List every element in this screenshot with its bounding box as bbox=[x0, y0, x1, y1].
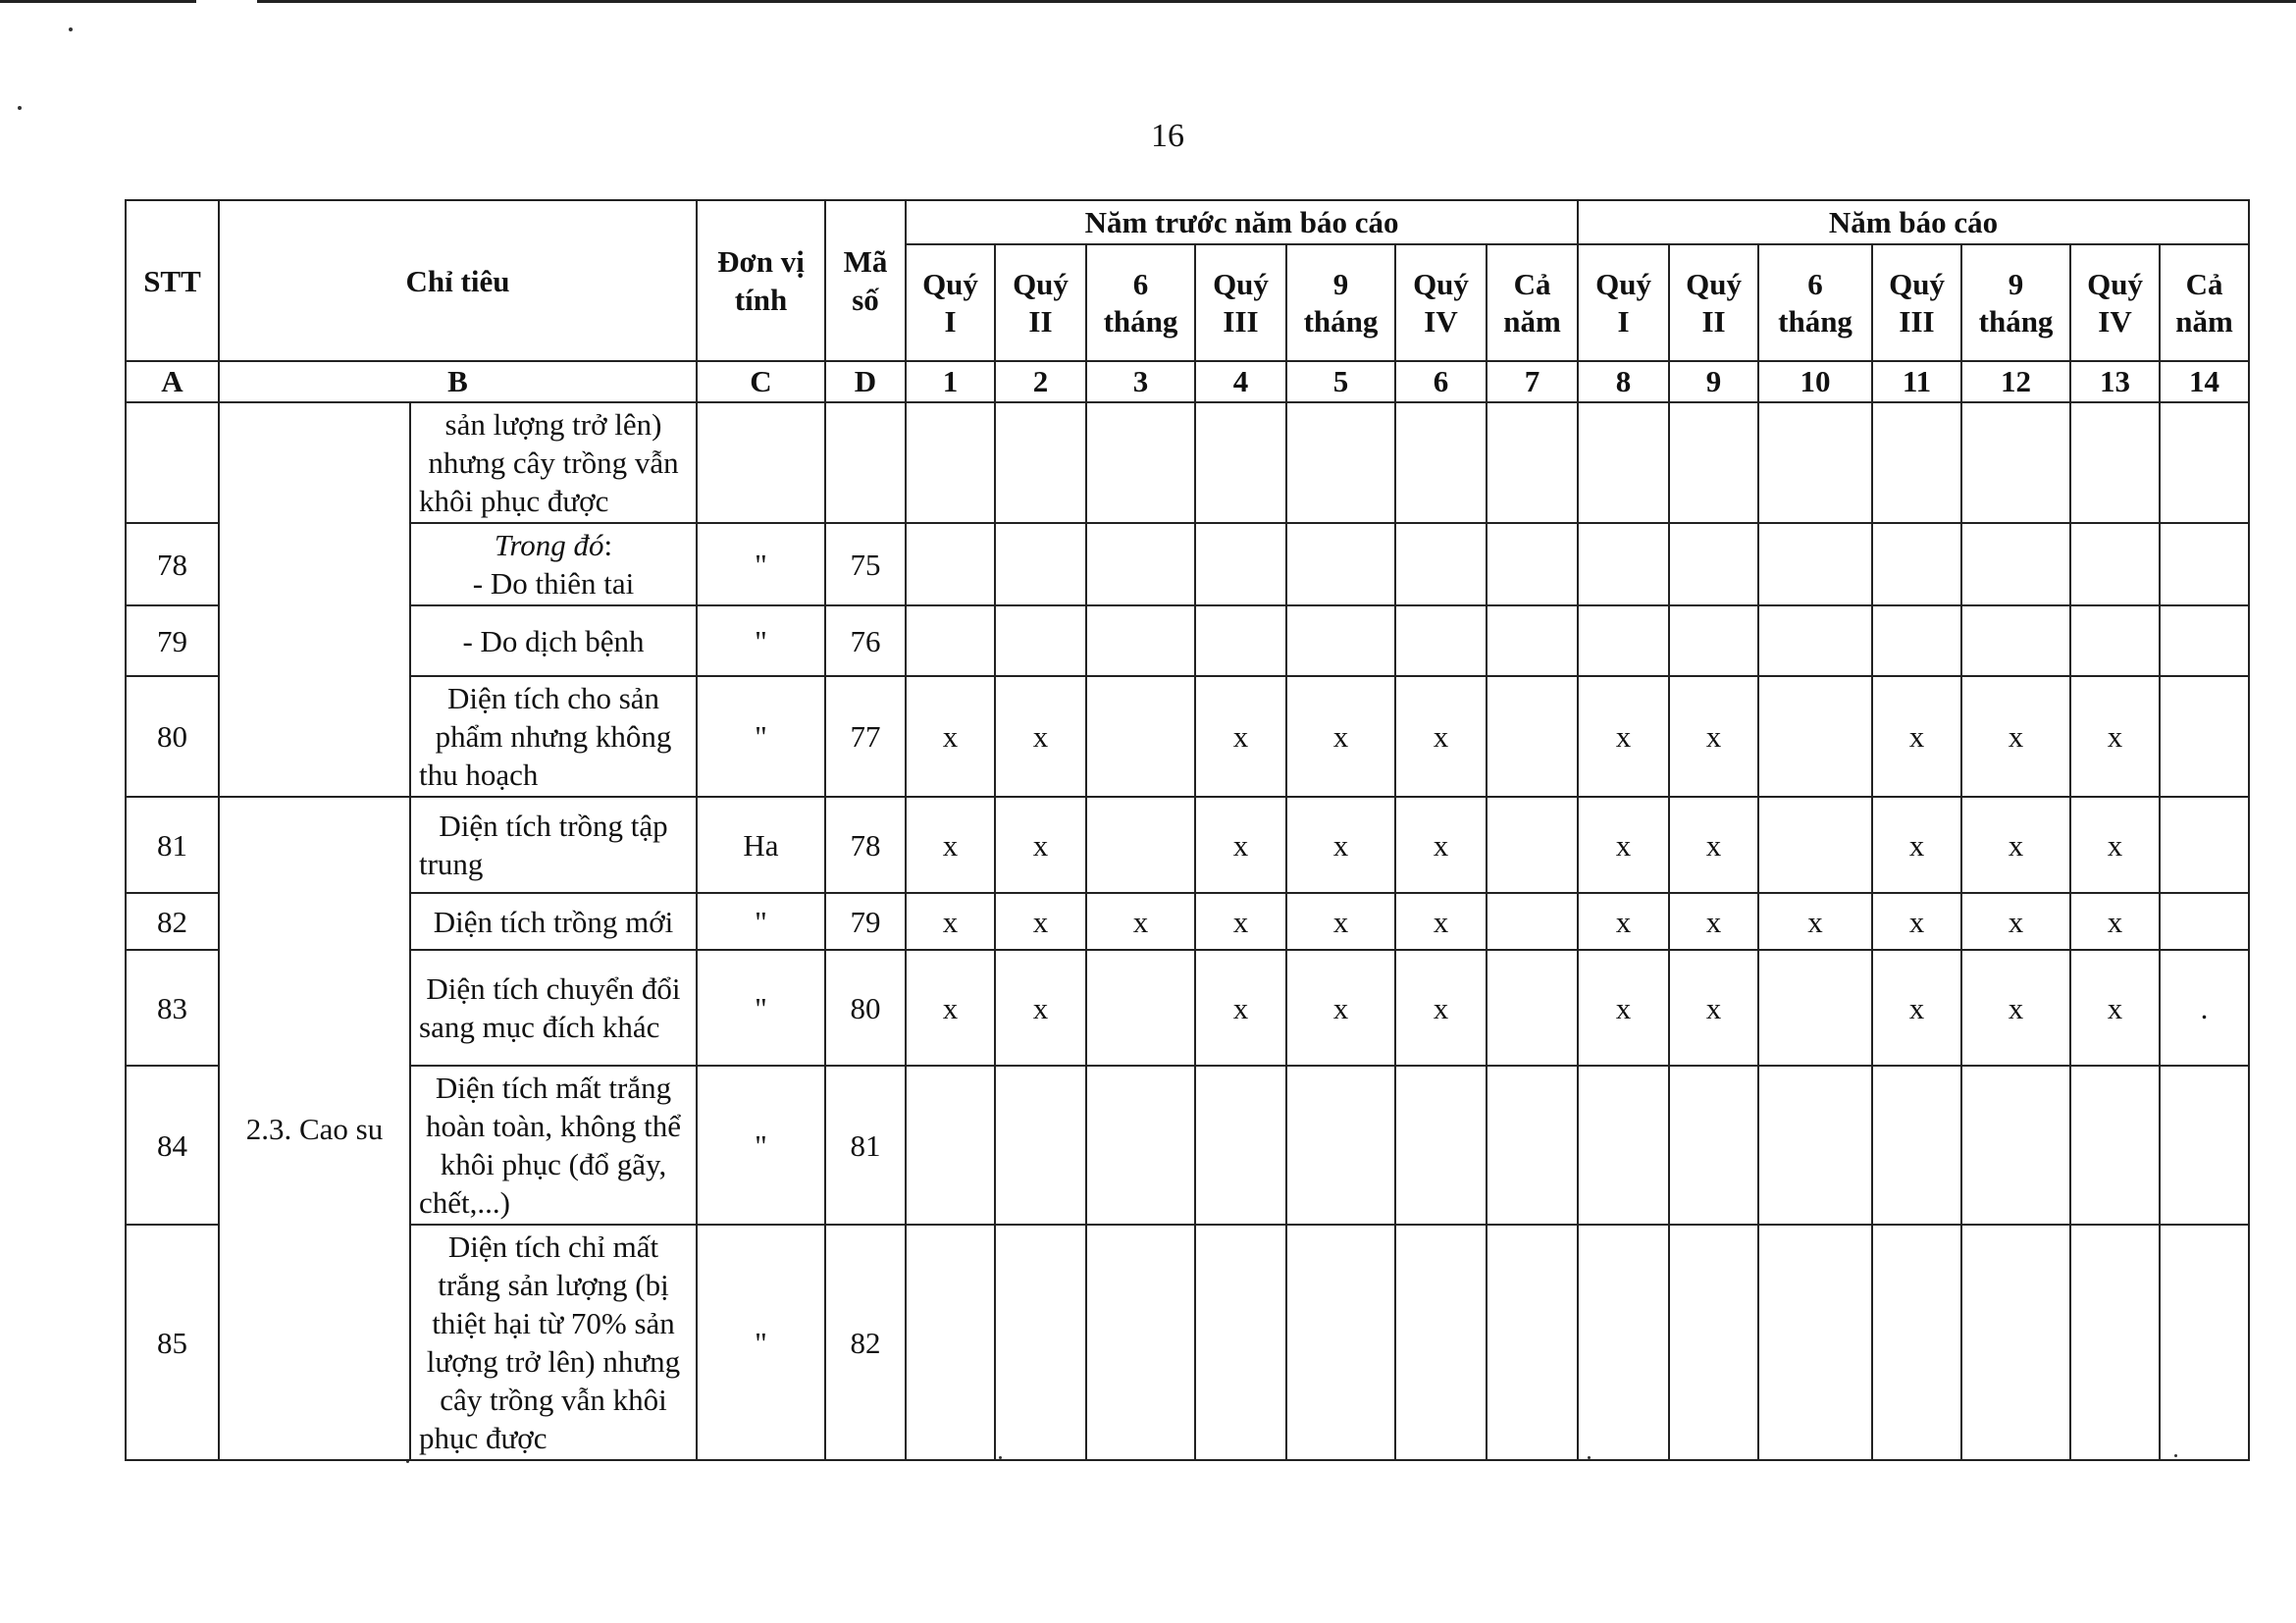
row-cell: x bbox=[2070, 893, 2160, 950]
row-cell: x bbox=[1758, 893, 1872, 950]
row-unit bbox=[697, 402, 825, 523]
row-cell: x bbox=[1669, 797, 1758, 893]
column-code: 10 bbox=[1758, 361, 1872, 402]
row-code: 80 bbox=[825, 950, 906, 1066]
row-cell bbox=[1086, 676, 1195, 797]
scan-speck bbox=[18, 106, 22, 110]
row-cell bbox=[1872, 402, 1961, 523]
row-stt: 78 bbox=[126, 523, 219, 605]
row-cell: x bbox=[1578, 676, 1669, 797]
row-cell bbox=[1086, 605, 1195, 676]
row-cell: x bbox=[1961, 950, 2070, 1066]
row-cell bbox=[2160, 1066, 2249, 1225]
row-cell bbox=[1669, 605, 1758, 676]
row-cell bbox=[1578, 1225, 1669, 1460]
row-cell bbox=[1872, 605, 1961, 676]
row-cell bbox=[1872, 1225, 1961, 1460]
row-cell: x bbox=[1872, 893, 1961, 950]
row-unit: Ha bbox=[697, 797, 825, 893]
row-stt: 82 bbox=[126, 893, 219, 950]
row-cell: x bbox=[2070, 676, 2160, 797]
category-cao-su: 2.3. Cao su bbox=[219, 797, 410, 1460]
row-label: sản lượng trở lên) nhưng cây trồng vẫn khôi phục được bbox=[410, 402, 697, 523]
row-cell bbox=[1286, 402, 1395, 523]
header-curr-period: 6 tháng bbox=[1758, 244, 1872, 361]
row-cell bbox=[1578, 402, 1669, 523]
column-code: A bbox=[126, 361, 219, 402]
row-code: 77 bbox=[825, 676, 906, 797]
row-unit: " bbox=[697, 1066, 825, 1225]
row-cell bbox=[1195, 605, 1286, 676]
row-cell: x bbox=[1286, 893, 1395, 950]
row-cell bbox=[1669, 402, 1758, 523]
column-code: 14 bbox=[2160, 361, 2249, 402]
row-cell bbox=[1086, 1066, 1195, 1225]
row-cell bbox=[2070, 523, 2160, 605]
row-cell bbox=[906, 1066, 995, 1225]
header-prev-period: 6 tháng bbox=[1086, 244, 1195, 361]
row-code: 81 bbox=[825, 1066, 906, 1225]
row-cell: x bbox=[1395, 893, 1487, 950]
row-cell: x bbox=[906, 797, 995, 893]
row-cell bbox=[1872, 523, 1961, 605]
row-cell bbox=[1487, 797, 1578, 893]
row-stt: 85 bbox=[126, 1225, 219, 1460]
row-cell bbox=[1578, 1066, 1669, 1225]
row-code: 78 bbox=[825, 797, 906, 893]
statistics-table bbox=[125, 199, 2250, 1461]
table-row bbox=[126, 605, 2249, 676]
header-don-vi: Đơn vị tính bbox=[697, 200, 825, 361]
row-cell: x bbox=[1578, 893, 1669, 950]
row-cell bbox=[1395, 402, 1487, 523]
row-cell: x bbox=[1961, 676, 2070, 797]
row-cell bbox=[1487, 402, 1578, 523]
row-cell bbox=[1487, 605, 1578, 676]
row-cell: x bbox=[1669, 676, 1758, 797]
row-cell: x bbox=[1578, 950, 1669, 1066]
row-label: Diện tích mất trắng hoàn toàn, không thể khôi phục (đổ gãy, chết,...) bbox=[410, 1066, 697, 1225]
row-cell bbox=[1758, 676, 1872, 797]
row-label: - Do dịch bệnh bbox=[410, 605, 697, 676]
row-label: Diện tích cho sản phẩm nhưng không thu hoạch bbox=[410, 676, 697, 797]
table-row bbox=[126, 1066, 2249, 1225]
row-cell: x bbox=[1961, 797, 2070, 893]
column-code-row bbox=[126, 361, 2249, 402]
row-cell bbox=[1395, 523, 1487, 605]
header-curr-period: Quý I bbox=[1578, 244, 1669, 361]
row-cell bbox=[1086, 1225, 1195, 1460]
row-cell bbox=[1086, 797, 1195, 893]
row-label: Diện tích trồng tập trung bbox=[410, 797, 697, 893]
row-cell bbox=[1578, 605, 1669, 676]
row-cell: x bbox=[1872, 950, 1961, 1066]
row-cell: x bbox=[1195, 893, 1286, 950]
row-unit: " bbox=[697, 676, 825, 797]
row-cell: x bbox=[2070, 950, 2160, 1066]
row-cell bbox=[1086, 402, 1195, 523]
row-stt: 83 bbox=[126, 950, 219, 1066]
row-cell bbox=[1758, 523, 1872, 605]
row-cell bbox=[1669, 523, 1758, 605]
table-row bbox=[126, 676, 2249, 797]
row-cell bbox=[1758, 402, 1872, 523]
row-cell bbox=[1872, 1066, 1961, 1225]
row-label: Diện tích chỉ mất trắng sản lượng (bị thiệt hại từ 70% sản lượng trở lên) nhưng cây trồng vẫn khôi phục được bbox=[410, 1225, 697, 1460]
header-prev-period: Quý IV bbox=[1395, 244, 1487, 361]
row-cell: x bbox=[1961, 893, 2070, 950]
row-cell: x bbox=[995, 797, 1086, 893]
column-code: 3 bbox=[1086, 361, 1195, 402]
header-prev-period: Cả năm bbox=[1487, 244, 1578, 361]
row-stt: 84 bbox=[126, 1066, 219, 1225]
row-cell bbox=[995, 523, 1086, 605]
row-cell bbox=[1961, 1225, 2070, 1460]
row-cell bbox=[2160, 523, 2249, 605]
row-code: 82 bbox=[825, 1225, 906, 1460]
row-cell bbox=[1086, 950, 1195, 1066]
row-cell bbox=[1961, 523, 2070, 605]
row-cell bbox=[2160, 1225, 2249, 1460]
row-cell bbox=[995, 605, 1086, 676]
row-code: 76 bbox=[825, 605, 906, 676]
row-cell bbox=[1286, 1066, 1395, 1225]
row-cell: x bbox=[1195, 676, 1286, 797]
column-code: 12 bbox=[1961, 361, 2070, 402]
row-cell bbox=[1961, 605, 2070, 676]
column-code: D bbox=[825, 361, 906, 402]
row-cell bbox=[1669, 1066, 1758, 1225]
header-group-prev-year: Năm trước năm báo cáo bbox=[906, 200, 1578, 244]
row-cell bbox=[1487, 1066, 1578, 1225]
column-code: 11 bbox=[1872, 361, 1961, 402]
row-cell bbox=[2070, 605, 2160, 676]
row-cell bbox=[1195, 523, 1286, 605]
row-stt: 80 bbox=[126, 676, 219, 797]
row-cell: . bbox=[2160, 950, 2249, 1066]
row-code bbox=[825, 402, 906, 523]
column-code: 13 bbox=[2070, 361, 2160, 402]
row-cell bbox=[1758, 950, 1872, 1066]
row-cell bbox=[1395, 1066, 1487, 1225]
header-curr-period: 9 tháng bbox=[1961, 244, 2070, 361]
row-cell bbox=[2160, 893, 2249, 950]
header-chi-tieu: Chỉ tiêu bbox=[219, 200, 697, 361]
row-cell bbox=[995, 402, 1086, 523]
row-cell: x bbox=[1395, 950, 1487, 1066]
row-label: Diện tích trồng mới bbox=[410, 893, 697, 950]
row-cell bbox=[906, 605, 995, 676]
row-cell: x bbox=[1286, 950, 1395, 1066]
header-curr-period: Quý III bbox=[1872, 244, 1961, 361]
row-stt: 81 bbox=[126, 797, 219, 893]
row-label bbox=[410, 523, 697, 605]
row-cell bbox=[1195, 1066, 1286, 1225]
row-stt bbox=[126, 402, 219, 523]
row-cell: x bbox=[1286, 676, 1395, 797]
header-curr-period: Cả năm bbox=[2160, 244, 2249, 361]
header-stt: STT bbox=[126, 200, 219, 361]
column-code: 7 bbox=[1487, 361, 1578, 402]
row-cell bbox=[1758, 797, 1872, 893]
table-row bbox=[126, 1225, 2249, 1460]
column-code: 6 bbox=[1395, 361, 1487, 402]
row-code: 79 bbox=[825, 893, 906, 950]
row-cell bbox=[1286, 605, 1395, 676]
header-row-groups bbox=[126, 200, 2249, 244]
table-row bbox=[126, 523, 2249, 605]
column-code: 1 bbox=[906, 361, 995, 402]
row-cell: x bbox=[1669, 950, 1758, 1066]
scan-speck bbox=[69, 27, 73, 31]
row-cell bbox=[1487, 893, 1578, 950]
column-code: 5 bbox=[1286, 361, 1395, 402]
row-cell: x bbox=[1395, 797, 1487, 893]
row-unit: " bbox=[697, 523, 825, 605]
row-cell: x bbox=[1872, 797, 1961, 893]
row-cell bbox=[1669, 1225, 1758, 1460]
column-code: 8 bbox=[1578, 361, 1669, 402]
row-stt: 79 bbox=[126, 605, 219, 676]
row-label-colon: : bbox=[603, 528, 613, 562]
row-cell bbox=[995, 1225, 1086, 1460]
row-cell: x bbox=[2070, 797, 2160, 893]
row-cell bbox=[995, 1066, 1086, 1225]
row-code: 75 bbox=[825, 523, 906, 605]
row-cell: x bbox=[906, 676, 995, 797]
row-cell: x bbox=[1195, 950, 1286, 1066]
row-unit: " bbox=[697, 605, 825, 676]
row-cell: x bbox=[1286, 797, 1395, 893]
row-label: Diện tích chuyển đổi sang mục đích khác bbox=[410, 950, 697, 1066]
row-cell bbox=[2070, 1066, 2160, 1225]
header-curr-period: Quý IV bbox=[2070, 244, 2160, 361]
header-group-report-year: Năm báo cáo bbox=[1578, 200, 2249, 244]
table-row bbox=[126, 893, 2249, 950]
row-cell bbox=[1286, 523, 1395, 605]
row-cell bbox=[1578, 523, 1669, 605]
row-cell bbox=[906, 1225, 995, 1460]
scan-top-line-left bbox=[0, 0, 196, 3]
row-cell bbox=[1758, 1066, 1872, 1225]
header-curr-period: Quý II bbox=[1669, 244, 1758, 361]
row-cell bbox=[1395, 1225, 1487, 1460]
row-label-line2: - Do thiên tai bbox=[472, 566, 635, 601]
row-cell: x bbox=[1395, 676, 1487, 797]
row-cell: x bbox=[1669, 893, 1758, 950]
row-cell bbox=[1195, 402, 1286, 523]
column-code: B bbox=[219, 361, 697, 402]
row-cell bbox=[2160, 402, 2249, 523]
row-cell bbox=[1086, 523, 1195, 605]
row-label-italic: Trong đó bbox=[494, 528, 604, 562]
row-cell bbox=[1487, 1225, 1578, 1460]
row-cell bbox=[1961, 402, 2070, 523]
row-cell bbox=[2070, 402, 2160, 523]
table-row bbox=[126, 950, 2249, 1066]
row-cell bbox=[1487, 950, 1578, 1066]
category-cell-prev bbox=[219, 402, 410, 797]
header-prev-period: Quý III bbox=[1195, 244, 1286, 361]
row-cell: x bbox=[1086, 893, 1195, 950]
table-row bbox=[126, 402, 2249, 523]
row-cell bbox=[2160, 676, 2249, 797]
row-cell: x bbox=[906, 950, 995, 1066]
header-prev-period: 9 tháng bbox=[1286, 244, 1395, 361]
row-unit: " bbox=[697, 1225, 825, 1460]
column-code: C bbox=[697, 361, 825, 402]
header-prev-period: Quý II bbox=[995, 244, 1086, 361]
header-prev-period: Quý I bbox=[906, 244, 995, 361]
column-code: 4 bbox=[1195, 361, 1286, 402]
row-cell bbox=[1758, 605, 1872, 676]
row-cell bbox=[1487, 523, 1578, 605]
row-cell bbox=[1395, 605, 1487, 676]
row-cell: x bbox=[906, 893, 995, 950]
row-cell: x bbox=[1578, 797, 1669, 893]
column-code: 9 bbox=[1669, 361, 1758, 402]
row-cell bbox=[2160, 797, 2249, 893]
row-cell bbox=[906, 402, 995, 523]
table-row bbox=[126, 797, 2249, 893]
row-cell bbox=[1286, 1225, 1395, 1460]
scan-top-line-right bbox=[257, 0, 2296, 3]
row-cell bbox=[2160, 605, 2249, 676]
page-number: 16 bbox=[1151, 118, 1184, 154]
row-cell bbox=[1195, 1225, 1286, 1460]
row-cell bbox=[1487, 676, 1578, 797]
row-cell bbox=[1961, 1066, 2070, 1225]
header-ma-so: Mã số bbox=[825, 200, 906, 361]
column-code: 2 bbox=[995, 361, 1086, 402]
row-unit: " bbox=[697, 950, 825, 1066]
row-cell: x bbox=[1195, 797, 1286, 893]
row-cell: x bbox=[995, 950, 1086, 1066]
row-cell bbox=[906, 523, 995, 605]
row-cell bbox=[1758, 1225, 1872, 1460]
row-unit: " bbox=[697, 893, 825, 950]
row-cell bbox=[2070, 1225, 2160, 1460]
row-cell: x bbox=[995, 676, 1086, 797]
row-cell: x bbox=[1872, 676, 1961, 797]
row-cell: x bbox=[995, 893, 1086, 950]
